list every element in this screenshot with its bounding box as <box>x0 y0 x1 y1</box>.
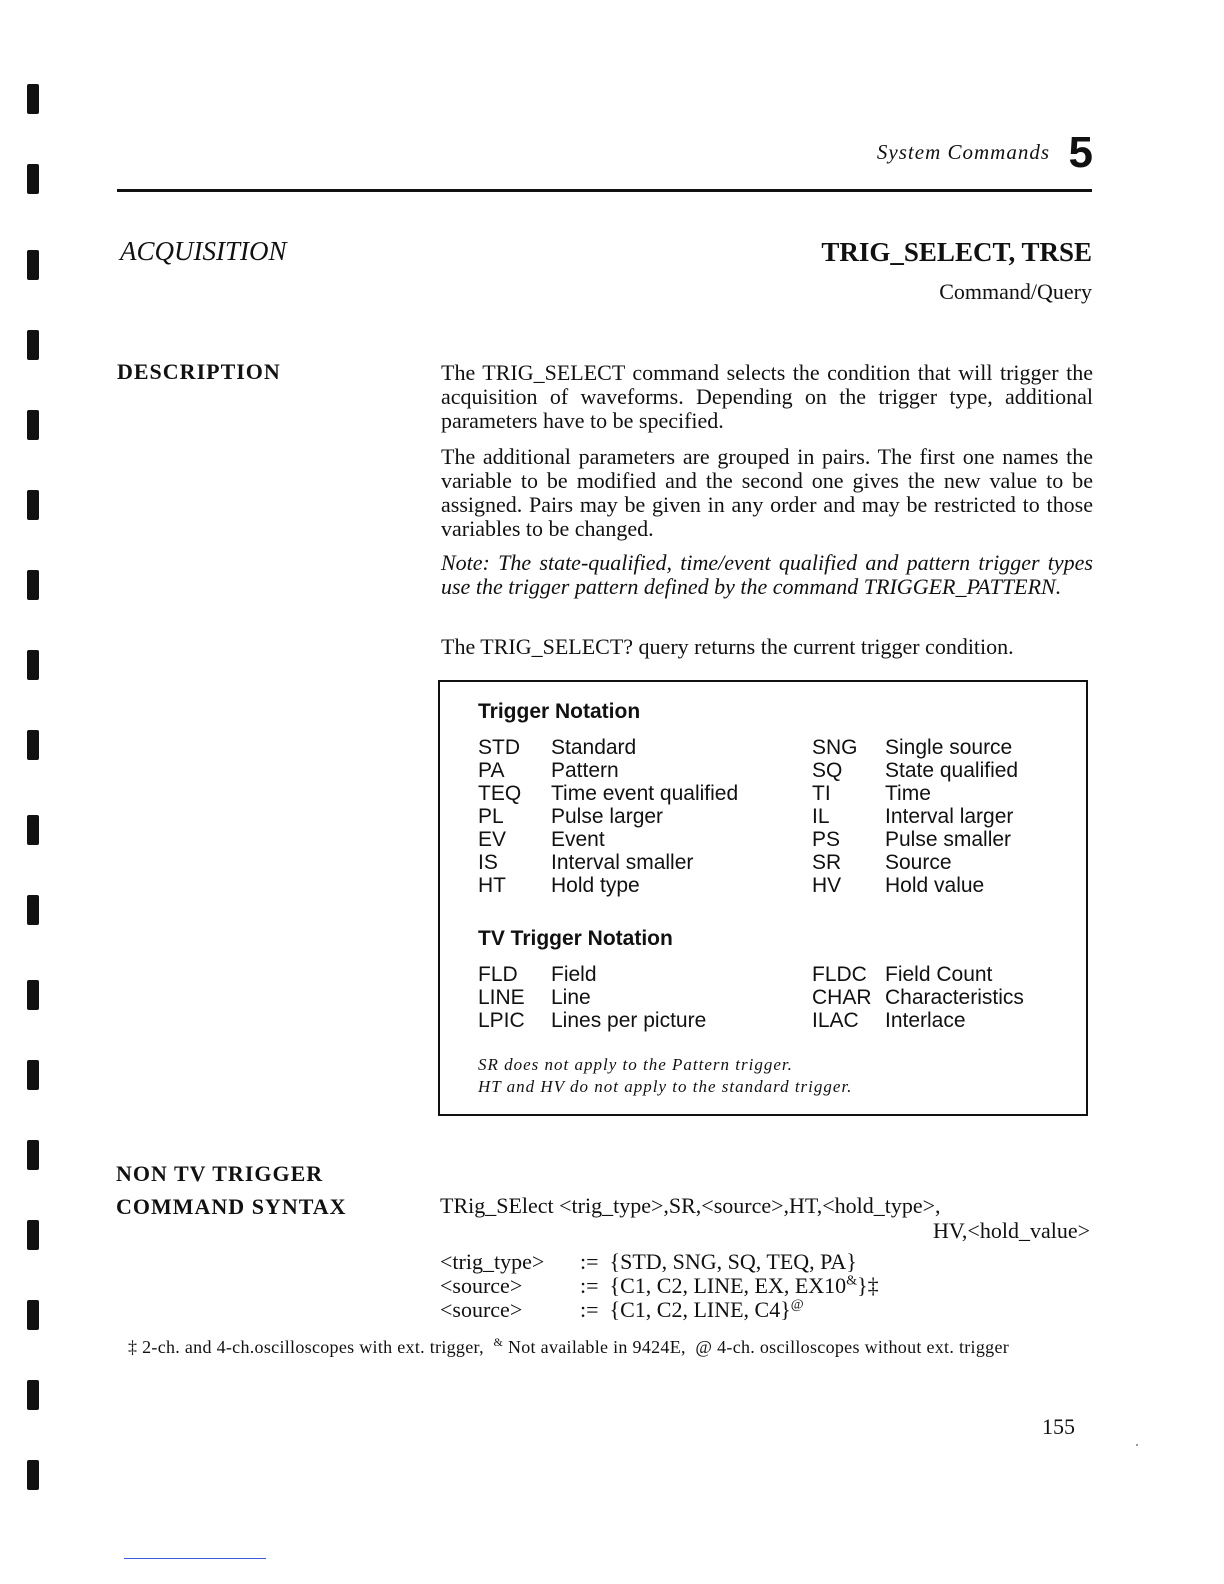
syntax-command-line: TRig_SElect <trig_type>,SR,<source>,HT,<hold_type>, <box>440 1193 941 1218</box>
meaning: Source <box>885 851 952 874</box>
page-number: 155 <box>1042 1414 1075 1439</box>
meaning: Lines per picture <box>551 1009 707 1032</box>
abbr: ILAC <box>812 1009 859 1032</box>
syntax-heading-line2: COMMAND SYNTAX <box>116 1194 347 1219</box>
binder-mark <box>27 330 39 360</box>
notation-note: HT and HV do not apply to the standard trigger. <box>478 1077 853 1096</box>
notation-box <box>438 680 1088 1116</box>
binder-mark <box>27 730 39 760</box>
tv-notation-heading: TV Trigger Notation <box>478 927 673 950</box>
syntax-command-continuation: HV,<hold_value> <box>932 1218 1090 1243</box>
abbr: PS <box>812 828 841 851</box>
footnote-marker: @ <box>790 1297 804 1313</box>
binder-mark <box>27 490 39 520</box>
footnote-marker: & <box>846 1273 858 1289</box>
param-suffix: }‡ <box>857 1273 879 1298</box>
command-title: TRIG_SELECT, TRSE <box>821 237 1092 267</box>
binder-mark <box>27 1300 39 1330</box>
meaning: Hold type <box>551 874 640 897</box>
abbr: TI <box>812 782 831 805</box>
binder-mark <box>27 1140 39 1170</box>
meaning: Time event qualified <box>551 782 739 805</box>
underline-mark <box>124 1558 266 1559</box>
tv-notation-table <box>478 963 1066 1032</box>
notation-note: SR does not apply to the Pattern trigger. <box>478 1055 793 1074</box>
meaning: Time <box>885 782 931 805</box>
meaning: Event <box>551 828 605 851</box>
abbr: SR <box>812 851 842 874</box>
param-value: {C1, C2, LINE, EX, EX10 <box>609 1273 847 1298</box>
binder-mark <box>27 650 39 680</box>
binder-mark <box>27 895 39 925</box>
meaning: Interval smaller <box>551 851 694 874</box>
meaning: Pulse smaller <box>885 828 1012 851</box>
binder-mark <box>27 84 39 114</box>
description-body <box>441 361 1093 433</box>
header-rule <box>117 189 1092 192</box>
abbr: PA <box>478 759 505 782</box>
binder-mark <box>27 570 39 600</box>
meaning: Standard <box>551 736 637 759</box>
meaning: State qualified <box>885 759 1019 782</box>
param-name: <source> <box>440 1273 523 1298</box>
footnote-part: @ 4-ch. oscilloscopes without ext. trigger <box>695 1337 1010 1357</box>
note-paragraph: Note: The state-qualified, time/event qualified and pattern trigger types use the trigger pattern defined by the command TRIGGER_PATTERN. <box>441 550 1093 599</box>
footnote-marker: & <box>493 1335 504 1349</box>
param-name: <source> <box>440 1297 523 1322</box>
abbr: CHAR <box>812 986 872 1009</box>
description-paragraph: The additional parameters are grouped in pairs. The first one names the variable to be modified and the second one gives the new value to be assigned. Pairs may be given in any order and may be restricted to those variables to be changed. <box>441 444 1093 541</box>
description-body <box>441 635 1093 659</box>
abbr: IS <box>478 851 498 874</box>
param-value: {STD, SNG, SQ, TEQ, PA} <box>609 1249 857 1274</box>
meaning: Pulse larger <box>551 805 664 828</box>
syntax-heading-line1: NON TV TRIGGER <box>116 1161 324 1186</box>
description-paragraph: The TRIG_SELECT command selects the condition that will trigger the acquisition of waveforms. Depending on the trigger type, additional parameters have to be specified. <box>441 360 1093 433</box>
binder-mark <box>27 1460 39 1490</box>
binder-mark <box>27 1220 39 1250</box>
footnote <box>128 1335 1009 1358</box>
section-label: ACQUISITION <box>120 236 287 266</box>
abbr: HV <box>812 874 842 897</box>
abbr: SQ <box>812 759 843 782</box>
binder-mark <box>27 410 39 440</box>
abbr: FLDC <box>812 963 867 986</box>
chapter-number: 5 <box>1068 128 1093 177</box>
meaning: Field <box>551 963 597 986</box>
notation-notes <box>478 1054 1066 1098</box>
binder-mark <box>27 980 39 1010</box>
param-value: {C1, C2, LINE, C4} <box>609 1297 791 1322</box>
abbr: FLD <box>478 963 518 986</box>
command-type: Command/Query <box>939 279 1092 304</box>
description-body <box>441 445 1093 541</box>
meaning: Field Count <box>885 963 993 986</box>
binder-mark <box>27 815 39 845</box>
description-note <box>441 551 1093 599</box>
meaning: Characteristics <box>885 986 1024 1009</box>
meaning: Interval larger <box>885 805 1014 828</box>
abbr: EV <box>478 828 507 851</box>
meaning: Interlace <box>885 1009 966 1032</box>
binder-mark <box>27 1060 39 1090</box>
binder-mark <box>27 1380 39 1410</box>
meaning: Line <box>551 986 591 1009</box>
scan-speck <box>1136 1444 1138 1446</box>
trigger-notation-table <box>478 736 1066 897</box>
chapter-title: System Commands <box>876 140 1050 164</box>
description-heading: DESCRIPTION <box>117 359 281 384</box>
abbr: TEQ <box>478 782 522 805</box>
binder-mark <box>27 164 39 194</box>
description-paragraph: The TRIG_SELECT? query returns the current trigger condition. <box>441 634 1014 659</box>
binder-mark <box>27 250 39 280</box>
param-op: := <box>580 1273 599 1298</box>
param-row <box>440 1297 804 1323</box>
abbr: IL <box>812 805 830 828</box>
footnote-part: ‡ 2-ch. and 4-ch.oscilloscopes with ext. trigger, <box>128 1337 484 1357</box>
param-row <box>440 1249 857 1275</box>
abbr: STD <box>478 736 520 759</box>
abbr: LINE <box>478 986 525 1009</box>
trigger-notation-heading: Trigger Notation <box>478 700 641 723</box>
param-op: := <box>580 1297 599 1322</box>
abbr: HT <box>478 874 506 897</box>
meaning: Hold value <box>885 874 985 897</box>
meaning: Pattern <box>551 759 619 782</box>
param-op: := <box>580 1249 599 1274</box>
param-row <box>440 1273 879 1299</box>
param-name: <trig_type> <box>440 1249 545 1274</box>
abbr: PL <box>478 805 504 828</box>
footnote-part: Not available in 9424E, <box>503 1337 686 1357</box>
meaning: Single source <box>885 736 1013 759</box>
abbr: SNG <box>812 736 858 759</box>
abbr: LPIC <box>478 1009 525 1032</box>
